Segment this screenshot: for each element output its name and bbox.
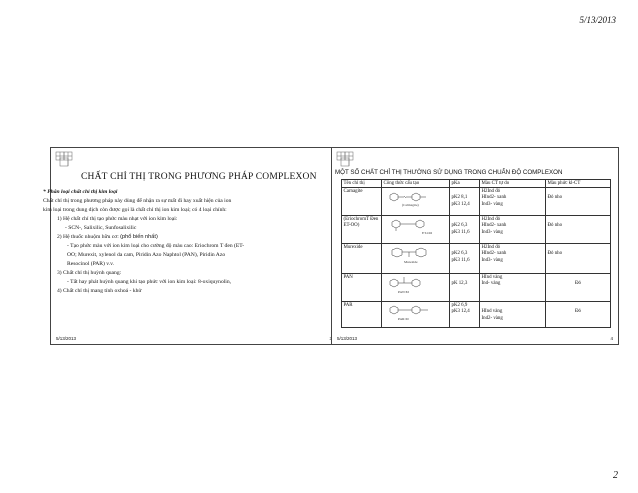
list-item: 1) Hệ chất chỉ thị tạo phức màu nhạt với ion kim loại: [57, 216, 178, 222]
structure-cell [382, 274, 450, 302]
list-item-text: 2) Hệ thuốc nhuộm hữu cơ: [57, 234, 121, 240]
slide-footer-date: 5/13/2013 [337, 336, 358, 341]
column-header: pKa [450, 180, 480, 188]
structure-label: ET-OO [421, 230, 432, 235]
slide-body [43, 188, 336, 296]
structure-label: (Calmagite) [401, 202, 419, 207]
color-text: H2Ind đỏ [481, 216, 501, 222]
intro-text: Chất chỉ thị trong phương pháp này dùng để nhận ra sự mất đi hay xuất hiện của ion [43, 198, 232, 204]
indicator-table [341, 179, 611, 328]
pka-cell [450, 244, 480, 274]
pka-value: pK3 11,6 [451, 229, 470, 235]
color-text: Đỏ [575, 281, 581, 287]
pka-value: pK3 12,4 [451, 309, 470, 315]
list-item: 4) Chất chỉ thị mang tính oxhoá - khử [57, 288, 142, 294]
slide-footer-date: 5/13/2013 [56, 336, 77, 341]
color-text: HInd2- xanh [481, 195, 507, 201]
slide-3 [43, 147, 338, 345]
complex-color-cell [546, 244, 611, 274]
indicator-name: (EriochromT Đen ET-OO) [342, 216, 382, 244]
structure-formula-icon [384, 275, 446, 295]
pka-value: pK3 12,4 [451, 201, 470, 207]
pka-value: pK3 11,6 [451, 257, 470, 263]
color-text: Ind3- vàng [481, 257, 503, 263]
structure-cell [382, 188, 450, 216]
structure-cell [382, 302, 450, 328]
pka-value: pK 12,3 [451, 281, 468, 287]
structure-formula-icon [384, 217, 446, 235]
slide-footer-number: 4 [610, 336, 613, 341]
grid-decoration-icon [55, 151, 81, 167]
structure-formula-icon [384, 303, 446, 321]
color-text: Đỏ nho [547, 251, 563, 257]
free-color-cell [480, 302, 546, 328]
slide-title: MỘT SỐ CHẤT CHỈ THỊ THƯỜNG SỬ DỤNG TRONG CHUẨN ĐỘ COMPLEXON [335, 169, 563, 176]
column-header: Tên chỉ thị [342, 180, 382, 188]
list-subitem: - Tất hay phát huỳnh quang khi tạo phức với ion kim loại: 8-oxiquynolin, [67, 279, 232, 285]
column-header: Công thức cấu tạo [382, 180, 450, 188]
indicator-name: PAR [342, 302, 382, 328]
structure-formula-icon [384, 189, 446, 207]
complex-color-cell [546, 188, 611, 216]
color-text: Đỏ nho [547, 195, 563, 201]
section-heading: * Phân loại chất chỉ thị kim loại [43, 189, 118, 195]
free-color-cell [480, 274, 546, 302]
color-text: HInd2- xanh [481, 251, 507, 257]
complex-color-cell [546, 216, 611, 244]
table-row [342, 302, 611, 328]
column-header: Màu CT tự do [480, 180, 546, 188]
pka-cell [450, 216, 480, 244]
table-header-row [342, 180, 611, 188]
color-text: Ind3- vàng [481, 201, 503, 207]
color-text: Ind- vàng [481, 281, 501, 287]
structure-label: PAR:M [397, 316, 409, 321]
pka-value: pK2 6,9 [451, 302, 468, 308]
slide-4 [331, 147, 619, 345]
color-text: H2Ind đỏ [481, 188, 501, 194]
header-date: 5/13/2013 [579, 15, 616, 25]
color-text: Ind3- vàng [481, 229, 503, 235]
slide-title: CHẤT CHỈ THỊ TRONG PHƯƠNG PHÁP COMPLEXON [81, 172, 317, 182]
page-number: 2 [613, 470, 618, 481]
emphasis-text: (phổ biến nhất) [120, 234, 158, 240]
pka-value: pK2 8,1 [451, 195, 468, 201]
free-color-cell [480, 244, 546, 274]
indicator-name: Murexide [342, 244, 382, 274]
list-item: 3) Chất chỉ thị huỳnh quang: [57, 270, 122, 276]
list-subitem: - Tạo phức màu với ion kim loại cho cường độ màu cao: Eriochrom T đen (ET- [67, 243, 245, 249]
color-text: Đỏ [575, 309, 581, 315]
free-color-cell [480, 216, 546, 244]
pka-cell [450, 274, 480, 302]
indicator-name: Carnagite [342, 188, 382, 216]
list-subitem: OO; Murexit, xylenol da cam, Piridin Azo Naphtol (PAN), Piridin Azo [67, 252, 226, 258]
structure-label: Murexide [403, 259, 418, 264]
table-row [342, 244, 611, 274]
structure-label: PAN:M [397, 289, 409, 294]
list-item [43, 233, 336, 242]
color-text: HInd2- xanh [481, 223, 507, 229]
color-text: HInd vàng [481, 309, 503, 315]
intro-text: kim loại trong dung dịch còn được gọi là chất chỉ thị ion kim loại; có 4 loại chính: [43, 207, 227, 213]
list-subitem: Resocinol (PAR) v.v. [67, 261, 114, 267]
structure-formula-icon [384, 245, 446, 265]
pka-value: pK2 6,3 [451, 251, 468, 257]
list-subitem: - SCN-, Salixilic, Sunfosalixilic [65, 225, 137, 231]
pka-value: pK2 6,3 [451, 223, 468, 229]
pka-cell [450, 188, 480, 216]
table-row [342, 216, 611, 244]
color-text: HInd vàng [481, 274, 503, 280]
column-header: Màu phức kl-CT [546, 180, 611, 188]
color-text: Ind2- vàng [481, 315, 503, 321]
free-color-cell [480, 188, 546, 216]
color-text: H2Ind đỏ [481, 244, 501, 250]
indicator-name: PAN [342, 274, 382, 302]
complex-color-cell [546, 302, 611, 328]
table-row [342, 188, 611, 216]
structure-cell [382, 216, 450, 244]
grid-decoration-icon [336, 151, 362, 167]
complex-color-cell [546, 274, 611, 302]
color-text: Đỏ nho [547, 223, 563, 229]
table-row [342, 274, 611, 302]
pka-cell [450, 302, 480, 328]
structure-cell [382, 244, 450, 274]
